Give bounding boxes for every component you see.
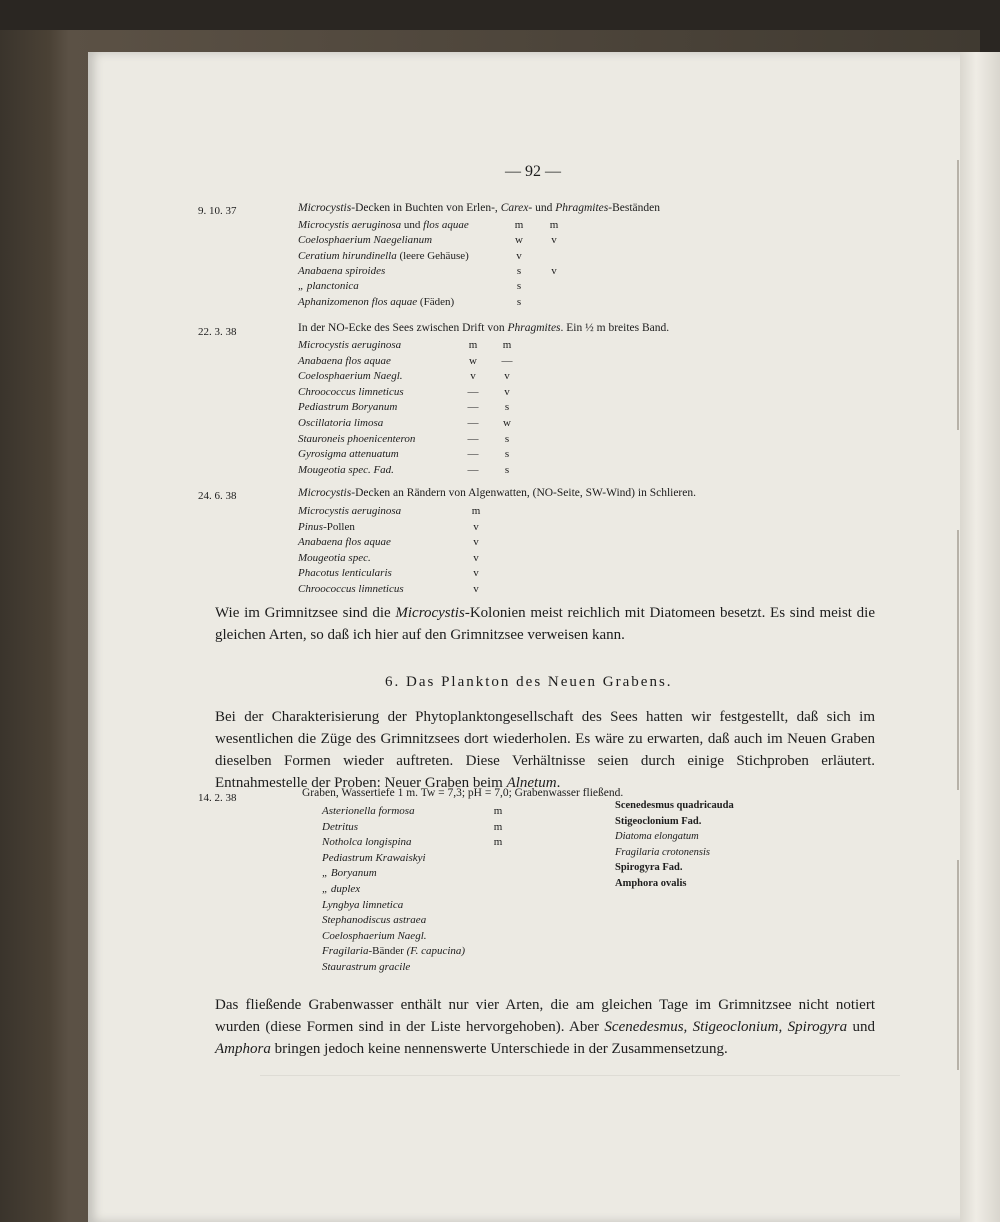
abundance-value: — — [467, 448, 479, 461]
binding-thread — [957, 160, 959, 430]
abundance-value: m — [514, 219, 524, 231]
entry-date: 14. 2. 38 — [198, 792, 237, 804]
species-name: Phacotus lenticularis — [298, 567, 392, 580]
next-page-edge — [960, 52, 1000, 1222]
species-name: Stephanodiscus astraea — [322, 914, 427, 927]
species-name: Microcystis aeruginosa — [298, 339, 402, 351]
abundance-value: w — [515, 234, 523, 247]
abundance-value: v — [551, 264, 557, 277]
abundance-value: v — [473, 536, 479, 549]
species-name: „ planctonica — [298, 280, 359, 293]
section-heading: 6. Das Plankton des Neuen Grabens. — [385, 674, 673, 690]
species-name-highlight: Stigeoclonium Fad. — [615, 815, 702, 827]
species-name: Mougeotia spec. — [298, 551, 371, 564]
abundance-value: v — [473, 567, 479, 580]
abundance-value: s — [504, 432, 510, 445]
abundance-value: s — [516, 295, 522, 308]
species-name: „ duplex — [322, 883, 361, 895]
entry-date: 24. 6. 38 — [198, 490, 237, 502]
species-name: Coelosphaerium Naegl. — [298, 370, 403, 383]
species-name: Pinus-Pollen — [298, 520, 355, 533]
species-name-highlight: Spirogyra Fad. — [615, 862, 683, 874]
species-name-highlight: Scenedesmus quadricauda — [615, 800, 734, 811]
species-name: Oscillatoria limosa — [298, 417, 384, 429]
species-name: Chroococcus limneticus — [298, 583, 404, 595]
species-name: Pediastrum Krawaiskyi — [322, 851, 426, 864]
abundance-value: v — [473, 520, 479, 533]
species-name: Stauroneis phoenicenteron — [298, 432, 416, 445]
species-name: Microcystis aeruginosa und flos aquae — [298, 219, 469, 231]
abundance-value: — — [467, 417, 479, 429]
species-name: Lyngbya limnetica — [322, 898, 404, 911]
paragraph: Wie im Grimnitzsee sind die Microcystis-Kolonien meist reichlich mit Diatomeen besetzt. Es sind meist die gleichen Arten, so daß ich hier auf den Grimnitzsee verweisen kann. — [215, 605, 875, 643]
species-name: Ceratium hirundinella (leere Gehäuse) — [298, 249, 469, 262]
page-number: — 92 — — [505, 163, 561, 180]
abundance-value: s — [516, 280, 522, 293]
abundance-value: s — [504, 448, 510, 461]
species-name: Asterionella formosa — [322, 805, 415, 817]
abundance-value: m — [549, 219, 559, 231]
abundance-value: — — [501, 354, 513, 367]
paragraph: Bei der Charakterisierung der Phytoplanktongesellschaft des Sees hatten wir festgestellt, daß sich im wesentlichen die Züge des Grimnitzsees dort wiederholen. Es wäre zu erwarten, daß auch im Neuen Graben dieselben Formen wieder auftreten. Diese Verhältnisse seien durch einige Stichproben erläutert. Entnahmestelle der Proben: Neuer Graben beim Alnetum. — [215, 709, 875, 791]
species-name: Chroococcus limneticus — [298, 385, 404, 398]
binding-thread — [957, 530, 959, 790]
species-name: Fragilaria-Bänder (F. capucina) — [322, 945, 466, 958]
entry-description: Graben, Wassertiefe 1 m. Tw = 7,3; pH = 7,0; Grabenwasser fließend. — [302, 787, 624, 799]
species-name: Microcystis aeruginosa — [298, 505, 402, 517]
abundance-value: v — [470, 370, 476, 383]
species-name: Anabaena spiroides — [298, 264, 386, 277]
abundance-value: — — [467, 401, 479, 414]
species-name: „ Boryanum — [322, 867, 377, 880]
abundance-value: v — [516, 249, 522, 262]
abundance-value: — — [467, 463, 479, 476]
abundance-value: s — [504, 401, 510, 414]
species-name-highlight: Diatoma elongatum — [615, 831, 699, 843]
abundance-value: w — [469, 354, 477, 367]
entry-date: 22. 3. 38 — [198, 326, 237, 338]
abundance-value: — — [467, 385, 479, 398]
abundance-value: m — [468, 339, 478, 351]
abundance-value: m — [471, 505, 481, 517]
page-rule — [260, 1075, 900, 1076]
abundance-value: v — [473, 583, 479, 595]
species-name: Coelosphaerium Naegelianum — [298, 234, 433, 247]
entry-date: 9. 10. 37 — [198, 205, 237, 217]
abundance-value: — — [467, 432, 479, 445]
abundance-value: m — [493, 820, 503, 833]
entry-description: Microcystis-Decken an Rändern von Algenwatten, (NO-Seite, SW-Wind) in Schlieren. — [298, 487, 696, 499]
species-name: Notholca longispina — [322, 836, 412, 849]
species-name-highlight: Amphora ovalis — [615, 878, 687, 889]
species-name: Gyrosigma attenuatum — [298, 448, 399, 461]
abundance-value: m — [502, 339, 512, 351]
abundance-value: v — [504, 370, 510, 383]
species-name-highlight: Fragilaria crotonensis — [615, 846, 710, 858]
species-name: Anabaena flos aquae — [298, 536, 391, 549]
abundance-value: s — [504, 463, 510, 476]
abundance-value: s — [516, 264, 522, 277]
entry-description: Microcystis-Decken in Buchten von Erlen-, Carex- und Phragmites-Beständen — [298, 202, 660, 214]
entry-description: In der NO-Ecke des Sees zwischen Drift von Phragmites. Ein ½ m breites Band. — [298, 322, 670, 334]
abundance-value: m — [493, 805, 503, 817]
species-name: Anabaena flos aquae — [298, 354, 391, 367]
species-name: Staurastrum gracile — [322, 961, 411, 973]
abundance-value: m — [493, 836, 503, 849]
abundance-value: v — [551, 234, 557, 247]
binding-thread — [957, 860, 959, 1070]
paragraph: Das fließende Grabenwasser enthält nur vier Arten, die am gleichen Tage im Grimnitzsee nicht notiert wurden (diese Formen sind in der Liste hervorgehoben). Aber Scenedesmus, Stigeoclonium, Spirogyra und Amphora bringen jedoch keine nennenswerte Unterschiede in der Zusammensetzung. — [215, 997, 875, 1057]
species-name: Coelosphaerium Naegl. — [322, 929, 427, 942]
abundance-value: w — [503, 417, 511, 429]
species-name: Mougeotia spec. Fad. — [298, 463, 394, 476]
species-name: Detritus — [322, 820, 359, 833]
abundance-value: v — [504, 385, 510, 398]
species-name: Pediastrum Boryanum — [298, 401, 398, 414]
abundance-value: v — [473, 551, 479, 564]
species-name: Aphanizomenon flos aquae (Fäden) — [298, 295, 455, 308]
